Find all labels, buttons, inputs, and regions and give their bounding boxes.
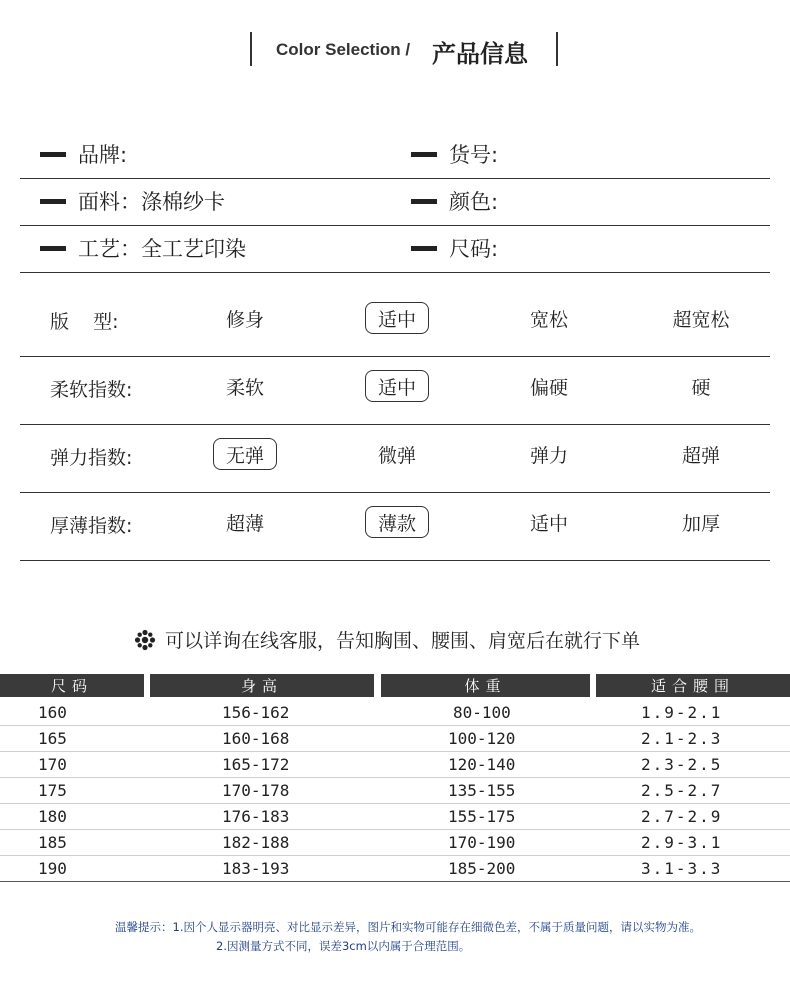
info-row-2 <box>20 179 770 226</box>
cell-waist: 2.7-2.9 <box>641 807 723 826</box>
cell-height: 176-183 <box>222 807 290 826</box>
attr-option: 微弹 <box>377 444 416 467</box>
dash-icon <box>411 246 437 251</box>
cell-size: 190 <box>38 859 67 878</box>
note-line-2: 2.因测量方式不同，误差3cm以内属于合理范围。 <box>216 939 471 953</box>
attr-option-selected: 适中 <box>365 370 429 402</box>
attr-option: 修身 <box>225 308 264 331</box>
cell-waist: 2.5-2.7 <box>641 781 723 800</box>
attr-option-selected: 无弹 <box>213 438 277 470</box>
note-line-1: 温馨提示：1.因个人显示器明亮、对比显示差异，图片和实物可能存在细微色差，不属于质量问题，请以实物为准。 <box>115 920 701 934</box>
dash-icon <box>411 199 437 204</box>
cell-weight: 135-155 <box>448 781 516 800</box>
dash-icon <box>40 152 66 157</box>
info-fabric <box>40 187 225 215</box>
consult-line <box>133 626 640 653</box>
attr-label: 厚薄指数: <box>50 515 133 537</box>
attr-option: 超薄 <box>225 512 264 535</box>
attr-option: 柔软 <box>225 376 264 399</box>
cell-weight: 170-190 <box>448 833 516 852</box>
cell-weight: 120-140 <box>448 755 516 774</box>
cell-size: 160 <box>38 703 67 722</box>
info-color <box>411 187 498 215</box>
info-row-3 <box>20 226 770 273</box>
cell-waist: 2.3-2.5 <box>641 755 723 774</box>
consult-text: 可以详询在线客服，告知胸围、腰围、肩宽后在就行下单 <box>165 630 641 652</box>
cell-height: 170-178 <box>222 781 290 800</box>
table-row <box>0 726 790 752</box>
attr-option: 宽松 <box>529 308 568 331</box>
cell-height: 183-193 <box>222 859 290 878</box>
info-fabric-label: 面料：涤棉纱卡 <box>78 190 225 214</box>
table-row <box>0 700 790 726</box>
cell-weight: 185-200 <box>448 859 516 878</box>
cell-size: 185 <box>38 833 67 852</box>
header-en-title: Color Selection / <box>276 40 411 59</box>
flower-icon <box>133 628 157 652</box>
header-zh-title: 产品信息 <box>432 40 528 68</box>
attr-option: 偏硬 <box>529 376 568 399</box>
cell-size: 165 <box>38 729 67 748</box>
info-color-label: 颜色: <box>449 190 499 214</box>
attr-row-thickness <box>20 493 770 561</box>
attr-option: 适中 <box>529 512 568 535</box>
table-row <box>0 778 790 804</box>
attr-option: 加厚 <box>681 512 720 535</box>
attr-row-softness <box>20 357 770 425</box>
cell-waist: 3.1-3.3 <box>641 859 723 878</box>
attr-row-fit <box>20 289 770 357</box>
cell-size: 170 <box>38 755 67 774</box>
cell-size: 175 <box>38 781 67 800</box>
attr-option-selected: 适中 <box>365 302 429 334</box>
table-header-size: 尺码 <box>0 674 144 697</box>
attr-option: 超弹 <box>681 444 720 467</box>
info-row-1 <box>20 132 770 179</box>
cell-waist: 1.9-2.1 <box>641 703 723 722</box>
table-header-weight: 体重 <box>381 674 590 697</box>
attr-row-elasticity <box>20 425 770 493</box>
info-size-label: 尺码: <box>449 237 499 261</box>
cell-weight: 155-175 <box>448 807 516 826</box>
info-size <box>411 234 498 262</box>
attr-label: 版 型: <box>50 311 119 333</box>
attr-option-selected: 薄款 <box>365 506 429 538</box>
info-brand-label: 品牌: <box>78 143 128 167</box>
attr-label: 弹力指数: <box>50 447 133 469</box>
info-item-number <box>411 140 498 168</box>
attr-option: 超宽松 <box>672 308 730 331</box>
attr-option: 硬 <box>691 376 711 399</box>
table-header-waist: 适合腰围 <box>596 674 790 697</box>
header-left-bar <box>250 32 252 66</box>
attr-option: 弹力 <box>529 444 568 467</box>
table-header-height: 身高 <box>150 674 374 697</box>
cell-waist: 2.1-2.3 <box>641 729 723 748</box>
dash-icon <box>411 152 437 157</box>
cell-weight: 80-100 <box>453 703 511 722</box>
cell-weight: 100-120 <box>448 729 516 748</box>
info-brand <box>40 140 127 168</box>
cell-waist: 2.9-3.1 <box>641 833 723 852</box>
table-row <box>0 804 790 830</box>
dash-icon <box>40 246 66 251</box>
dash-icon <box>40 199 66 204</box>
table-row <box>0 752 790 778</box>
table-row <box>0 856 790 882</box>
cell-height: 165-172 <box>222 755 290 774</box>
info-item-number-label: 货号: <box>449 143 499 167</box>
cell-height: 182-188 <box>222 833 290 852</box>
info-craft-label: 工艺：全工艺印染 <box>78 237 246 261</box>
header-right-bar <box>556 32 558 66</box>
info-craft <box>40 234 246 262</box>
cell-height: 156-162 <box>222 703 290 722</box>
cell-size: 180 <box>38 807 67 826</box>
table-row <box>0 830 790 856</box>
attr-label: 柔软指数: <box>50 379 133 401</box>
cell-height: 160-168 <box>222 729 290 748</box>
